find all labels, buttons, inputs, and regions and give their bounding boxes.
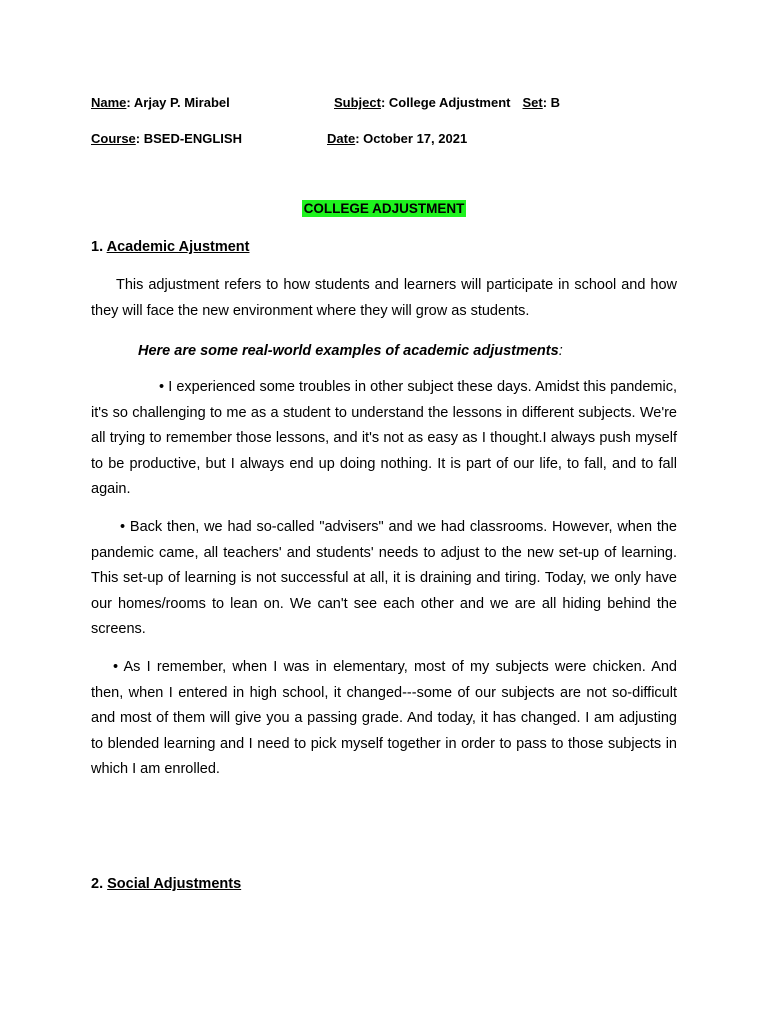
- examples-lead-colon: :: [558, 343, 563, 359]
- section-number: 1.: [91, 239, 107, 255]
- name-field: [91, 95, 230, 110]
- section-number: 2.: [91, 876, 108, 892]
- date-label: Date: [327, 131, 356, 146]
- section-heading-academic: [91, 239, 249, 255]
- bullet-paragraph: • Back then, we had so-called "advisers" and we had classrooms. However, when the pandemic came, all teachers' and students' needs to adjust to the new set-up of learning. This set-up of learning is not successful at all, it is draining and tiring. Today, we only have our homes/rooms to lean on. We can't see each other and we are all hiding behind the screens.: [91, 519, 677, 637]
- name-label: Name: [91, 95, 127, 110]
- section-intro-paragraph: This adjustment refers to how students and learners will participate in school and how they will face the new environment where they will grow as students.: [91, 277, 677, 319]
- subject-value: : College Adjustment: [380, 95, 511, 110]
- bullet-paragraph: • As I remember, when I was in elementary, most of my subjects were chicken. And then, when I entered in high school, it changed---some of our subjects are not so-difficult and most of them will give you a passing grade. And today, it has changed. I am adjusting to blended learning and I need to pick myself together in order to pass to those subjects in which I am enrolled.: [91, 659, 677, 777]
- name-value: : Arjay P. Mirabel: [126, 95, 230, 110]
- set-value: : B: [542, 95, 561, 110]
- course-field: [91, 131, 242, 146]
- document-title: COLLEGE ADJUSTMENT: [303, 201, 465, 216]
- course-value: : BSED-ENGLISH: [135, 131, 242, 146]
- set-label: Set: [522, 95, 543, 110]
- subject-label: Subject: [334, 95, 381, 110]
- title-block: [0, 200, 768, 218]
- section-title: Social Adjustments: [107, 876, 242, 892]
- subject-field: [334, 95, 560, 110]
- section-title: Academic Ajustment: [106, 239, 250, 255]
- section-heading-social: [91, 876, 241, 892]
- bullet-paragraph: • I experienced some troubles in other subject these days. Amidst this pandemic, it's so challenging to me as a student to understand the lessons in different subjects. We're all trying to remember those lessons, and it's not as easy as I thought.I always push myself to be productive, but I always end up doing nothing. It is part of our life, to fall, and to fall again.: [91, 379, 677, 497]
- date-value: : October 17, 2021: [355, 131, 468, 146]
- examples-lead-text: Here are some real-world examples of academic adjustments: [138, 343, 559, 359]
- course-label: Course: [91, 131, 136, 146]
- date-field: [327, 131, 467, 146]
- examples-lead-in: [138, 339, 678, 365]
